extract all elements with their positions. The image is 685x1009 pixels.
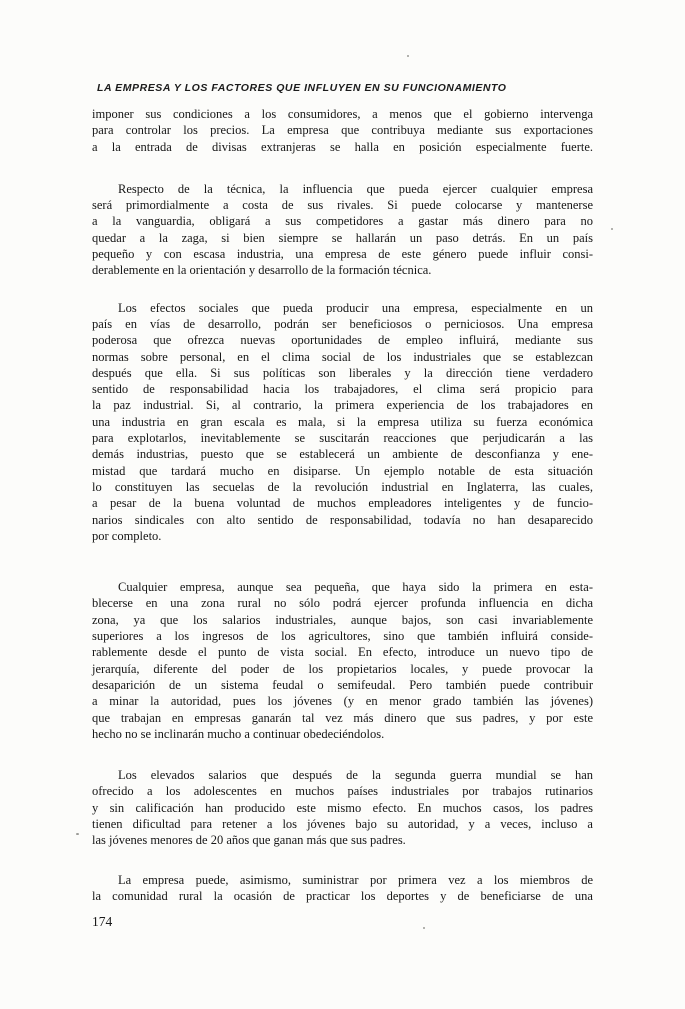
text-line: una industria en gran escala es mala, si la empresa utiliza su fuerza económica [92,414,593,429]
text-line: por completo. [92,528,162,543]
text-line: superiores a los ingresos de los agricultores, sino que también influirá conside- [92,629,593,644]
text-line: será primordialmente a costa de sus rivales. Si puede colocarse y mantenerse [92,198,593,213]
text-line: tienen dificultad para retener a los jóvenes bajo su autoridad, y a veces, incluso a [92,816,593,831]
text-line: la comunidad rural la ocasión de practicar los deportes y de beneficiarse de una [92,888,593,903]
text-line: Cualquier empresa, aunque sea pequeña, que haya sido la primera en esta- [118,580,593,595]
text-line: imponer sus condiciones a los consumidores, a menos que el gobierno intervenga [92,107,593,121]
text-line: derablemente en la orientación y desarrollo de la formación técnica. [92,263,432,278]
scan-speck [407,55,409,57]
paragraph [92,579,593,742]
text-line: lo constituyen las secuelas de la revolución industrial en Inglaterra, las cuales, [92,479,593,494]
paragraph [92,300,593,544]
scan-speck [611,228,613,230]
text-block [92,106,593,904]
text-line: a pesar de la buena voluntad de muchos empleadores inteligentes y de funcio- [92,496,593,511]
scan-speck [423,927,425,929]
text-line: después que ella. Si sus políticas son liberales y la dirección tiene verdadero [92,365,593,380]
text-line: La empresa puede, asimismo, suministrar por primera vez a los miembros de [118,872,593,887]
text-line: mistad que tardará mucho en disiparse. Un ejemplo notable de esta situación [92,463,593,478]
text-line: que trabajan en empresas ganarán tal vez más dinero que sus padres, y por este [92,710,593,725]
text-line: la paz industrial. Si, al contrario, la primera experiencia de los trabajadores en [92,398,593,413]
text-line: para controlar los precios. La empresa que contribuya mediante sus exportaciones [92,123,593,138]
text-line: las jóvenes menores de 20 años que ganan más que sus padres. [92,833,406,848]
text-line: Respecto de la técnica, la influencia que pueda ejercer cualquier empresa [118,181,593,196]
text-line: hecho no se inclinarán mucho a continuar obedeciéndolos. [92,726,385,741]
text-line: poderosa que ofrezca nuevas oportunidades de empleo influirá, mediante sus [92,333,593,348]
text-line: a minar la autoridad, pues los jóvenes (y en menor grado también las jóvenes) [92,694,593,709]
page-number: 174 [92,914,113,929]
text-line: y sin calificación han producido este mismo efecto. En muchos casos, los padres [92,800,593,815]
text-line: jerarquía, diferente del poder de los propietarios locales, y puede provocar la [92,661,593,676]
text-line: blecerse en una zona rural no sólo podrá ejercer profunda influencia en dicha [92,596,593,611]
scan-speck [76,833,79,835]
text-line: Los efectos sociales que pueda producir una empresa, especialmente en un [118,300,593,315]
text-line: desaparición de un sistema feudal o semifeudal. Pero también puede contribuir [92,677,593,692]
text-line: pequeño y con escasa industria, una empresa de este género puede influir consi- [92,247,593,262]
text-line: a la vanguardia, obligará a sus competidores a gastar más dinero para no [92,214,593,229]
text-line: país en vías de desarrollo, podrán ser beneficiosos o perniciosos. Una empresa [92,316,593,331]
running-head: LA EMPRESA Y LOS FACTORES QUE INFLUYEN EN SU FUNCIONAMIENTO [97,82,507,94]
text-line: zona, ya que los salarios industriales, aunque bajos, son casi invariablemente [92,612,593,627]
text-line: sentido de responsabilidad hacia los trabajadores, el clima será propicio para [92,382,593,397]
text-line: quedar a la zaga, si bien siempre se hallarán un paso detrás. En un país [92,230,593,245]
paragraph [92,872,593,905]
paragraph [92,767,593,848]
text-line: a la entrada de divisas extranjeras se halla en posición especialmente fuerte. [92,139,593,154]
text-line: narios sindicales con alto sentido de responsabilidad, todavía no han desaparecido [92,512,593,527]
paragraph [92,181,593,279]
text-line: ofrecido a los adolescentes en muchos países industriales por trabajos rutinarios [92,784,593,799]
paragraph [92,106,593,155]
text-line: normas sobre personal, en el clima social de los industriales que se establezcan [92,349,593,364]
text-line: rablemente desde el punto de vista social. En efecto, introduce un nuevo tipo de [92,645,593,660]
text-line: demás industrias, puesto que se establecerá un ambiente de desconfianza y ene- [92,447,593,462]
text-line: para explotarlos, inevitablemente se suscitarán reacciones que perjudicarán a las [92,431,593,446]
text-line: Los elevados salarios que después de la segunda guerra mundial se han [118,768,593,783]
